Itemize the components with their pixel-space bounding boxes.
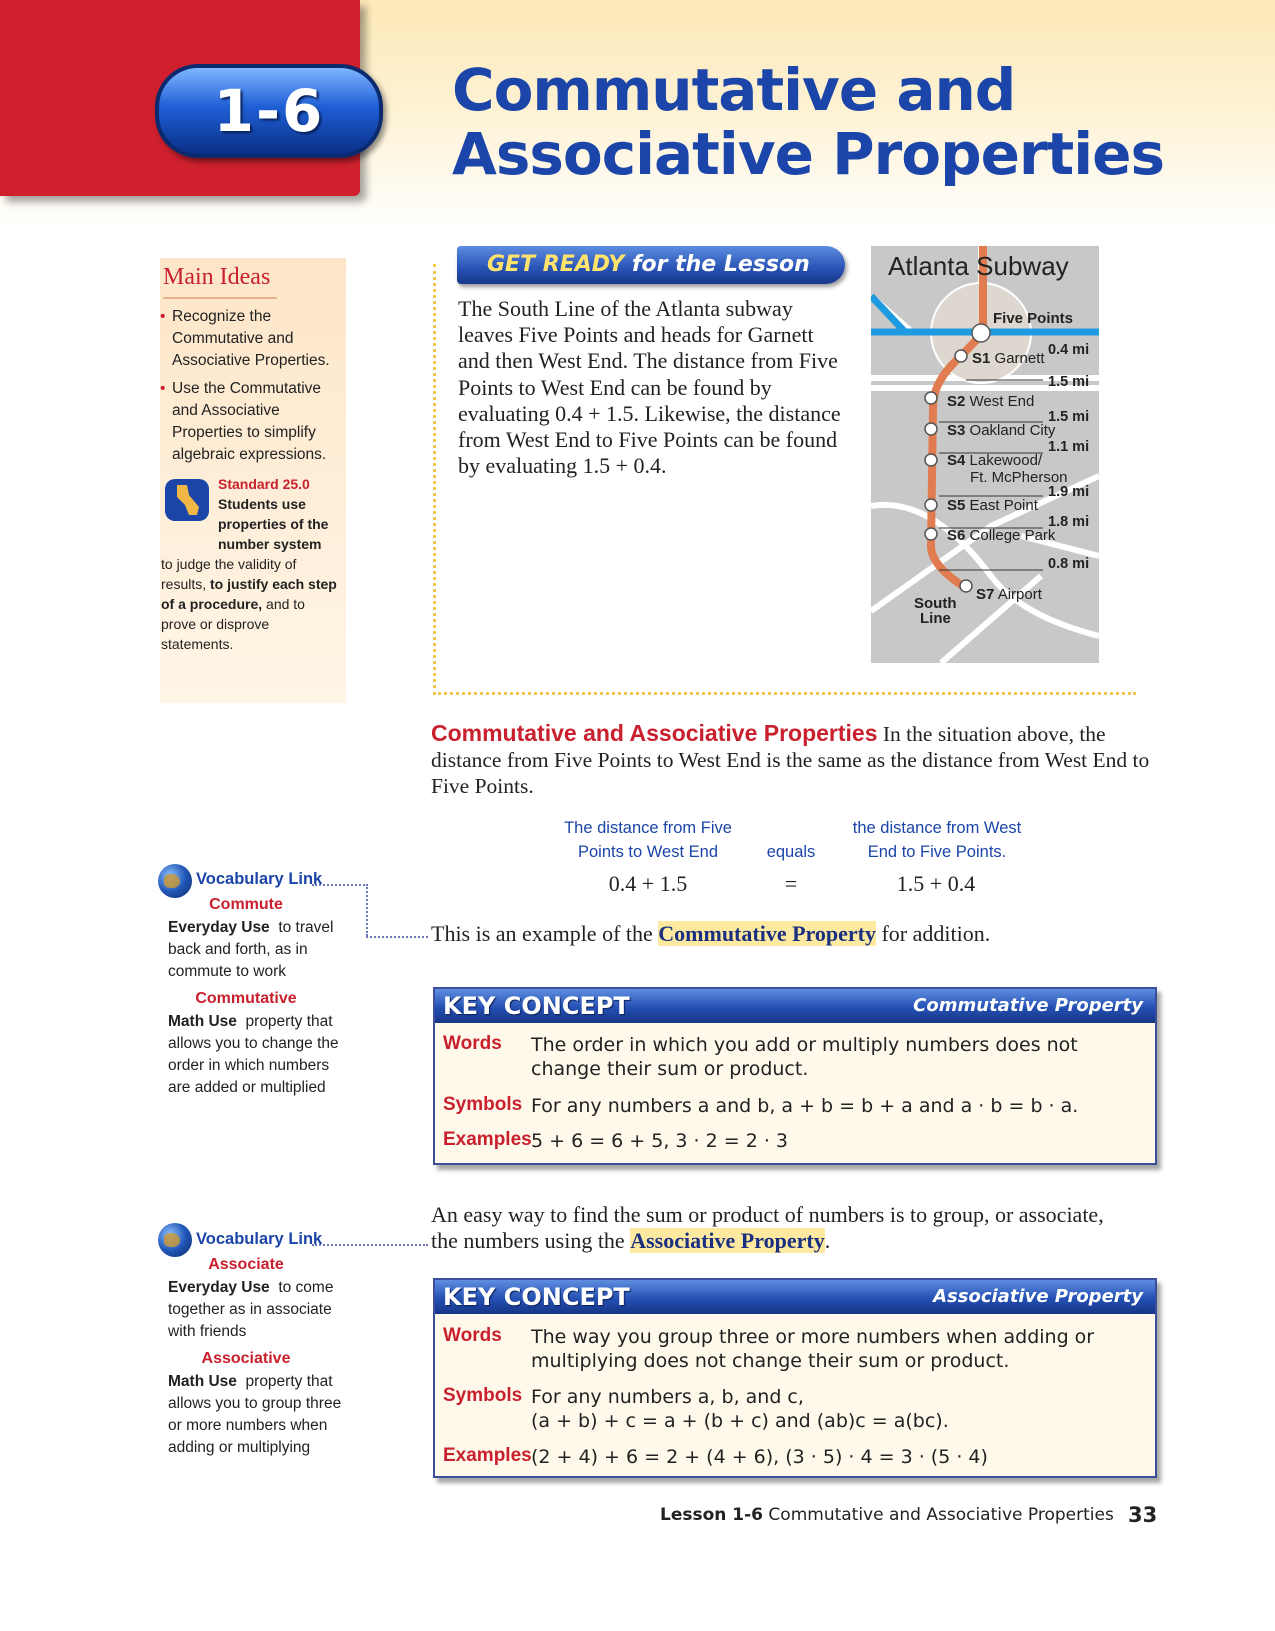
vocab-word: Commutative [195,990,297,1007]
associative-property-term: Associative Property [630,1228,825,1253]
key-concept-bar [435,1280,1155,1314]
words-label: Words [443,1325,502,1346]
distance-label: 1.9 mi [1048,484,1090,500]
equation-left: 0.4 + 1.5 [608,871,688,896]
station-code: S5 [947,497,966,514]
station-name: Lakewood/ [969,452,1043,469]
svg-text:S1 Garnett [972,350,1045,367]
station-name: East Point [969,497,1038,514]
symbols-text: For any numbers a and b, a + b = b + a and a · b = b · a. [531,1095,1079,1117]
standard-part1: Students use properties of the number system [218,496,329,552]
math-use-label: Math Use [168,1013,237,1030]
everyday-use-label: Everyday Use [168,1279,270,1296]
station-marker [925,392,937,404]
station-name-line2: Ft. McPherson [970,469,1068,486]
examples-label: Examples [443,1445,532,1466]
svg-text:S5 East Point [947,497,1039,514]
station-code: S1 [972,350,991,367]
title-line-2: Associative Properties [452,120,1165,188]
station-marker [925,454,937,466]
section-intro [431,720,1151,800]
station-marker [960,580,972,592]
standard-label: Standard 25.0 [218,476,310,492]
key-concept-property: Associative Property [933,1286,1143,1307]
vocab-word: Associate [208,1256,284,1273]
station-name: Oakland City [969,422,1056,439]
equation-right: 1.5 + 0.4 [896,871,976,896]
station-name: College Park [969,527,1056,544]
svg-text:S3 Oakland City [947,422,1056,439]
line-label: South [914,595,957,612]
symbols-line: For any numbers a, b, and c, [531,1386,804,1408]
everyday-use-label: Everyday Use [168,919,270,936]
equation-mid-label: equals [766,843,816,861]
key-concept-label: KEY CONCEPT [443,1283,630,1311]
atlanta-subway-map [871,246,1099,663]
eq-right-label-line: the distance from West [852,819,1022,837]
vocab-word: Commute [209,896,283,913]
words-text: The order in which you add or multiply numbers does not change their sum or product. [531,1034,1078,1080]
station-name: Garnett [994,350,1045,367]
station-marker [925,528,937,540]
vocabulary-link-title: Vocabulary Link [196,870,323,888]
station-marker [955,350,967,362]
examples-text: 5 + 6 = 6 + 5, 3 · 2 = 2 · 3 [531,1130,789,1152]
examples-label: Examples [443,1129,532,1150]
get-ready-text: The South Line of the Atlanta subway leaves Five Points and heads for Garnett and then West End. The distance from Five Points to West End can be found by evaluating 0.4 + 1.5. Likewise, the distance from West End to Five Points can be found by evaluating 1.5 + 0.4. [458,296,841,479]
main-idea-item: • Recognize the Commutative and Associative Properties. [172,306,340,372]
page-number: 33 [1128,1503,1158,1527]
symbols-label: Symbols [443,1094,523,1115]
distance-label: 1.8 mi [1048,514,1090,530]
line-label: Line [920,610,951,627]
vocab-connector [366,936,428,938]
distance-label: 0.8 mi [1048,556,1090,572]
main-ideas-title: Main Ideas [163,264,271,290]
key-concept-bar [435,989,1155,1023]
lesson-number-badge: 1-6 [155,64,383,158]
example-pre: This is an example of the [431,921,653,946]
get-ready-banner [457,246,845,284]
station-code: S3 [947,422,966,439]
assoc-pre: An easy way to find the sum or product of numbers is to group, or associate, the numbers using the [431,1202,1104,1253]
footer-lesson: Lesson 1-6 [660,1505,764,1525]
station-code: S2 [947,393,966,410]
standard-part3: to justify each step of a procedure, [161,576,337,612]
symbols-line: (a + b) + c = a + (b + c) and (ab)c = a(bc). [531,1410,949,1432]
section-heading: Commutative and Associative Properties [431,720,878,746]
vocab-definition [168,917,348,983]
svg-text:S2 West End [947,393,1034,410]
station-marker [925,499,937,511]
examples-text: (2 + 4) + 6 = 2 + (4 + 6), (3 · 5) · 4 = 3 · (5 · 4) [531,1446,988,1468]
svg-text:S7 Airport [976,586,1043,603]
get-ready-label: GET READY [487,252,625,277]
standard-part2: to judge the validity of results, [161,556,297,592]
station-code: S4 [947,452,966,469]
vocab-word: Associative [201,1350,291,1367]
commutative-example-text [431,921,1131,947]
standard-text [161,474,341,654]
distance-label: 1.1 mi [1048,439,1090,455]
example-post: for addition. [881,921,991,946]
equation-equals: = [784,871,798,896]
footer-title: Commutative and Associative Properties [768,1505,1114,1525]
associative-intro-text [431,1202,1121,1254]
vocab-definition [168,1371,348,1459]
hub-label: Five Points [993,310,1074,327]
page-footer [660,1505,1114,1525]
station-code: S6 [947,527,966,544]
assoc-post: . [824,1228,831,1253]
everyday-use-text: to travel back and forth, as in commute to work [168,919,334,980]
key-concept-associative [433,1278,1157,1478]
svg-text:S6 College Park [947,527,1056,544]
vocab-definition [168,1011,348,1099]
words-label: Words [443,1033,502,1054]
key-concept-label: KEY CONCEPT [443,992,630,1020]
vocab-connector [312,884,368,886]
eq-right-label-line: End to Five Points. [867,843,1007,861]
title-line-1: Commutative and [452,56,1016,124]
station-name: Airport [997,586,1042,603]
key-concept-commutative [433,987,1157,1165]
math-use-label: Math Use [168,1373,237,1390]
distance-label: 0.4 mi [1048,342,1090,358]
everyday-use-text: to come together as in associate with friends [168,1279,334,1340]
commutative-property-term: Commutative Property [658,921,876,946]
eq-left-label-line: The distance from Five [564,819,732,837]
main-idea-item: • Use the Commutative and Associative Properties to simplify algebraic expressions. [172,378,340,466]
svg-text:S4 Lakewood/ [947,452,1043,469]
words-text: The way you group three or more numbers when adding or multiplying does not change their sum or product. [531,1326,1095,1372]
symbols-text [531,1385,1141,1433]
distance-label: 1.5 mi [1048,374,1090,390]
for-the-lesson-label: for the Lesson [631,252,810,277]
globe-icon [158,1223,192,1257]
station-name: West End [969,393,1035,410]
station-code: S7 [976,586,995,603]
page-title [452,58,1252,186]
five-points-station [972,324,990,342]
symbols-label: Symbols [443,1385,523,1406]
section-intro-text: In the situation above, the distance from Five Points to West End is the same as the distance from West End to Five Points. [431,722,1150,799]
station-marker [925,423,937,435]
vocab-connector [366,884,368,936]
standard-part4: and to prove or disprove statements. [161,596,305,652]
math-use-text: property that allows you to change the order in which numbers are added or multiplied [168,1013,339,1096]
vocab-definition [168,1277,348,1343]
eq-left-label-line: Points to West End [577,843,719,861]
key-concept-property: Commutative Property [913,995,1143,1016]
equation-left-label [548,816,748,864]
math-use-text: property that allows you to group three or more numbers when adding or multiplying [168,1373,342,1456]
map-title: Atlanta Subway [888,251,1069,281]
distance-label: 1.5 mi [1048,409,1090,425]
vocab-connector [312,1244,428,1246]
equation-right-label [836,816,1038,864]
main-ideas-rule [163,297,277,299]
globe-icon [158,864,192,898]
vocabulary-link-title: Vocabulary Link [196,1230,323,1248]
